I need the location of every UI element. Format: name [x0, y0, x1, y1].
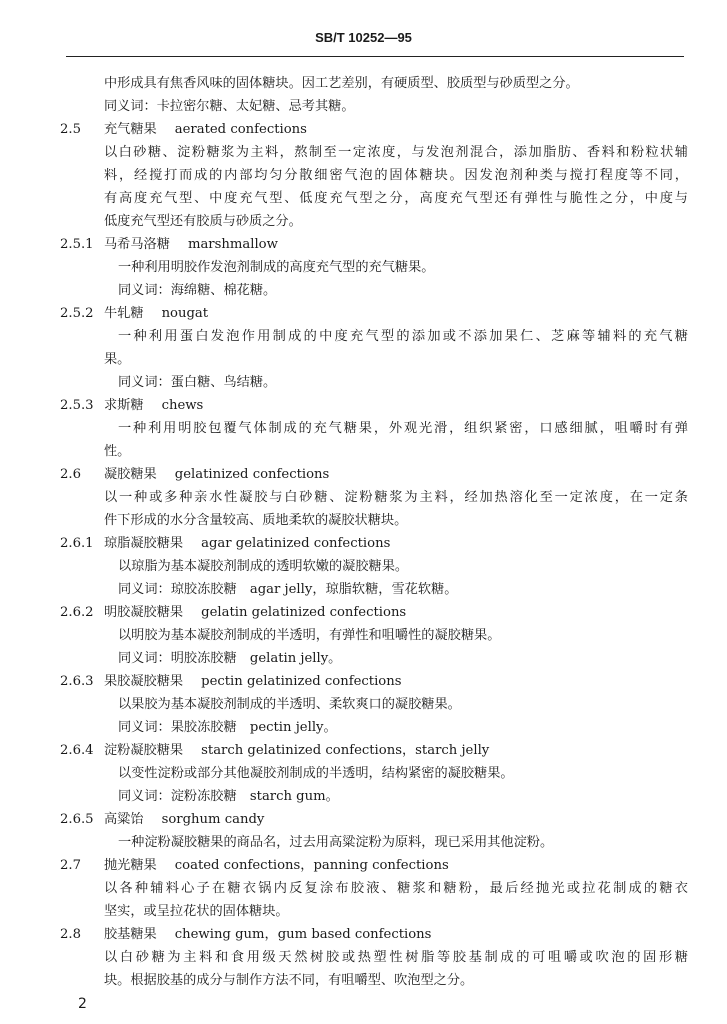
synonym-text: 同义词：蛋白糖、鸟结糖。	[118, 375, 277, 390]
term-chinese: 淀粉凝胶糖果	[104, 743, 184, 758]
definition-text: 以一种或多种亲水性凝胶与白砂糖、淀粉糖浆为主料，经加热溶化至一定浓度，在一定条	[104, 490, 688, 505]
term-english: gelatin gelatinized confections	[201, 605, 407, 620]
term-heading-2-6-2	[0, 601, 727, 624]
term-english: agar gelatinized confections	[201, 536, 391, 551]
definition-text: 以果胶为基本凝胶剂制成的半透明、柔软爽口的凝胶糖果。	[118, 697, 461, 712]
term-heading-2-6-3	[0, 670, 727, 693]
definition-text: 一种利用蛋白发泡作用制成的中度充气型的添加或不添加果仁、芝麻等辅料的充气糖	[118, 329, 688, 344]
synonym-text: 同义词：琼胶冻胶糖 agar jelly，琼脂软糖，雪花软糖。	[118, 582, 458, 597]
synonym-text: 同义词：卡拉密尔糖、太妃糖、忌考其糖。	[104, 99, 355, 114]
term-chinese: 果胶凝胶糖果	[104, 674, 184, 689]
term-heading-2-5-2	[0, 302, 727, 325]
header-rule	[66, 56, 684, 57]
definition-text: 块。根据胶基的成分与制作方法不同，有咀嚼型、吹泡型之分。	[104, 973, 474, 988]
term-heading-2-6-5	[0, 808, 727, 831]
term-number: 2.6.4	[60, 743, 94, 758]
term-chinese: 马希马洛糖	[104, 237, 170, 252]
term-heading-2-6-1	[0, 532, 727, 555]
term-number: 2.6.1	[60, 536, 94, 551]
definition-text: 以明胶为基本凝胶剂制成的半透明，有弹性和咀嚼性的凝胶糖果。	[118, 628, 501, 643]
term-english: aerated confections	[174, 122, 307, 137]
definition-text: 以各种辅料心子在糖衣锅内反复涂布胶液、糖浆和糖粉，最后经抛光或拉花制成的糖衣	[104, 881, 688, 896]
definition-text: 一种淀粉凝胶糖果的商品名，过去用高粱淀粉为原料，现已采用其他淀粉。	[118, 835, 554, 850]
definition-text: 一种利用明胶包覆气体制成的充气糖果，外观光滑，组织紧密，口感细腻，咀嚼时有弹	[118, 421, 688, 436]
definition-text: 以琼脂为基本凝胶剂制成的透明软嫩的凝胶糖果。	[118, 559, 409, 574]
term-chinese: 充气糖果	[104, 122, 157, 137]
term-heading-2-5-3	[0, 394, 727, 417]
term-english: chewing gum，gum based confections	[174, 927, 432, 942]
term-chinese: 凝胶糖果	[104, 467, 157, 482]
synonym-text: 同义词：果胶冻胶糖 pectin jelly。	[118, 720, 337, 735]
definition-text: 料，经搅打而成的内部均匀分散细密气泡的固体糖块。因发泡剂种类与搅打程度等不同，	[104, 168, 688, 183]
term-heading-2-6	[0, 463, 727, 486]
synonym-line	[0, 95, 727, 118]
paragraph-line	[0, 72, 727, 95]
term-heading-2-6-4	[0, 739, 727, 762]
term-chinese: 明胶凝胶糖果	[104, 605, 184, 620]
term-chinese: 琼脂凝胶糖果	[104, 536, 184, 551]
definition-text: 低度充气型还有胶质与砂质之分。	[104, 214, 302, 229]
term-number: 2.6	[60, 467, 81, 482]
definition-text: 果。	[104, 352, 131, 367]
definition-text: 以变性淀粉或部分其他凝胶剂制成的半透明，结构紧密的凝胶糖果。	[118, 766, 514, 781]
term-number: 2.7	[60, 858, 81, 873]
term-heading-2-5-1	[0, 233, 727, 256]
synonym-text: 同义词：淀粉冻胶糖 starch gum。	[118, 789, 339, 804]
term-english: coated confections，panning confections	[174, 858, 449, 873]
term-number: 2.5.1	[60, 237, 94, 252]
term-number: 2.5	[60, 122, 81, 137]
term-english: marshmallow	[187, 237, 278, 252]
standard-code-header: SB/T 10252—95	[315, 30, 412, 45]
term-chinese: 牛轧糖	[104, 306, 144, 321]
definition-text: 一种利用明胶作发泡剂制成的高度充气型的充气糖果。	[118, 260, 435, 275]
synonym-text: 同义词：海绵糖、棉花糖。	[118, 283, 277, 298]
paragraph-text: 中形成具有焦香风味的固体糖块。因工艺差别，有硬质型、胶质型与砂质型之分。	[104, 76, 579, 91]
term-english: gelatinized confections	[174, 467, 330, 482]
definition-text: 以白砂糖为主料和食用级天然树胶或热塑性树脂等胶基制成的可咀嚼或吹泡的固形糖	[104, 950, 688, 965]
term-number: 2.6.3	[60, 674, 94, 689]
term-number: 2.6.5	[60, 812, 94, 827]
definition-text: 坚实，或呈拉花状的固体糖块。	[104, 904, 289, 919]
definition-text: 性。	[104, 444, 131, 459]
term-number: 2.5.3	[60, 398, 94, 413]
term-number: 2.6.2	[60, 605, 94, 620]
term-number: 2.8	[60, 927, 81, 942]
term-heading-2-5	[0, 118, 727, 141]
term-number: 2.5.2	[60, 306, 94, 321]
term-chinese: 高粱饴	[104, 812, 144, 827]
term-heading-2-7	[0, 854, 727, 877]
definition-text: 以白砂糖、淀粉糖浆为主料，熬制至一定浓度，与发泡剂混合，添加脂肪、香料和粉粒状辅	[104, 145, 688, 160]
document-body	[0, 72, 727, 992]
term-english: sorghum candy	[161, 812, 265, 827]
term-english: chews	[161, 398, 204, 413]
term-chinese: 胶基糖果	[104, 927, 157, 942]
term-chinese: 求斯糖	[104, 398, 144, 413]
term-heading-2-8	[0, 923, 727, 946]
term-english: pectin gelatinized confections	[201, 674, 402, 689]
term-english: starch gelatinized confections，starch jelly	[201, 743, 490, 758]
definition-text: 件下形成的水分含量较高、质地柔软的凝胶状糖块。	[104, 513, 408, 528]
page-number: 2	[78, 996, 87, 1012]
synonym-text: 同义词：明胶冻胶糖 gelatin jelly。	[118, 651, 342, 666]
definition-text: 有高度充气型、中度充气型、低度充气型之分，高度充气型还有弹性与脆性之分，中度与	[104, 191, 688, 206]
term-english: nougat	[161, 306, 209, 321]
term-chinese: 抛光糖果	[104, 858, 157, 873]
